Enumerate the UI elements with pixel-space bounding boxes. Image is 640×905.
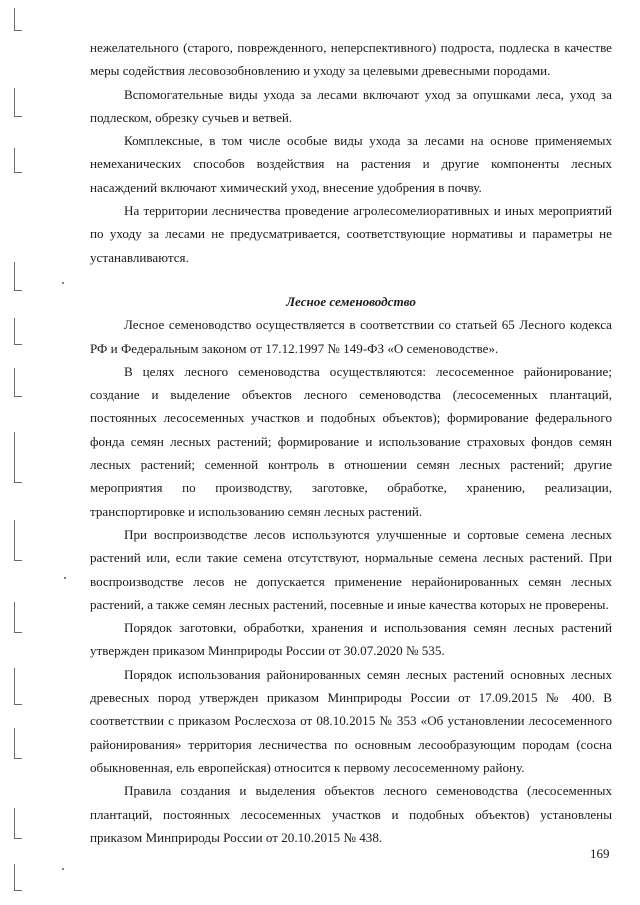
body-paragraph: Правила создания и выделения объектов лесного семеноводства (лесосеменных плантаций, постоянных лесосеменных участков и подобных объектов) установлены приказом Минприроды России от 20.10.2015 № 438.: [90, 783, 612, 845]
margin-scan-mark: [14, 728, 22, 759]
body-paragraph: Вспомогательные виды ухода за лесами включают уход за опушками леса, уход за подлеском, обрезку сучьев и ветвей.: [90, 86, 612, 125]
body-paragraph: Порядок использования районированных семян лесных растений основных лесных древесных пород утвержден приказом Минприроды России от 17.09.2015 № 400. В соответствии с приказом Рослесхоза от 08.10.2015 № 353 «Об установлении лесосеменного районирования» территория лесничества по основным лесообразующим породам (сосна обыкновенная, ель европейская) относится к первому лесосеменному району.: [90, 666, 612, 775]
section-heading: Лесное семеноводство: [286, 293, 416, 309]
margin-scan-mark: [14, 262, 22, 291]
document-body: [90, 36, 612, 849]
margin-scan-mark: [14, 668, 22, 705]
margin-scan-mark: [14, 432, 22, 483]
body-paragraph: На территории лесничества проведение агролесомелиоративных и иных мероприятий по уходу за лесами не предусматривается, соответствующие нормативы и параметры не устанавливаются.: [90, 203, 612, 265]
body-paragraph: В целях лесного семеноводства осуществляются: лесосеменное районирование; создание и выделение объектов лесного семеноводства (лесосеменных плантаций, постоянных лесосеменных участков и подобных объектов); формирование федерального фонда семян лесных растений; формирование и использование страховых фондов семян лесных растений; семенной контроль в отношении семян лесных растений; другие мероприятия по производству, заготовке, обработке, хранению, реализации, транспортировке и использованию семян лесных растений.: [90, 363, 612, 519]
body-paragraph: Порядок заготовки, обработки, хранения и использования семян лесных растений утвержден приказом Минприроды России от 30.07.2020 № 535.: [90, 620, 612, 659]
body-paragraph: Лесное семеноводство осуществляется в соответствии со статьей 65 Лесного кодекса РФ и Федеральным законом от 17.12.1997 № 149-ФЗ «О семеноводстве».: [90, 317, 612, 356]
margin-scan-mark: [14, 88, 22, 117]
margin-scan-mark: [14, 148, 22, 173]
body-paragraph: При воспроизводстве лесов используются улучшенные и сортовые семена лесных растений или, если такие семена отсутствуют, нормальные семена лесных растений. При воспроизводстве лесов не допускается применение нерайонированных семян лесных растений, а также семян лесных растений, посевные и иные качества которых не проверены.: [90, 526, 612, 612]
scan-speck: [62, 868, 64, 870]
body-paragraph: Комплексные, в том числе особые виды ухода за лесами на основе применяемых немеханических способов воздействия на растения и другие компоненты лесных насаждений включают химический уход, внесение удобрения в почву.: [90, 133, 612, 195]
margin-scan-mark: [14, 8, 22, 31]
margin-scan-mark: [14, 864, 22, 891]
margin-scan-mark: [14, 602, 22, 633]
body-paragraph: нежелательного (старого, поврежденного, неперспективного) подроста, подлеска в качестве меры содействия лесовозобновлению и уходу за целевыми древесными породами.: [90, 40, 612, 79]
margin-scan-mark: [14, 318, 22, 345]
scan-speck: [62, 282, 64, 284]
page-number: 169: [590, 846, 610, 861]
scan-speck: [64, 577, 66, 579]
margin-scan-mark: [14, 368, 22, 397]
margin-scan-mark: [14, 808, 22, 839]
margin-scan-mark: [14, 520, 22, 561]
